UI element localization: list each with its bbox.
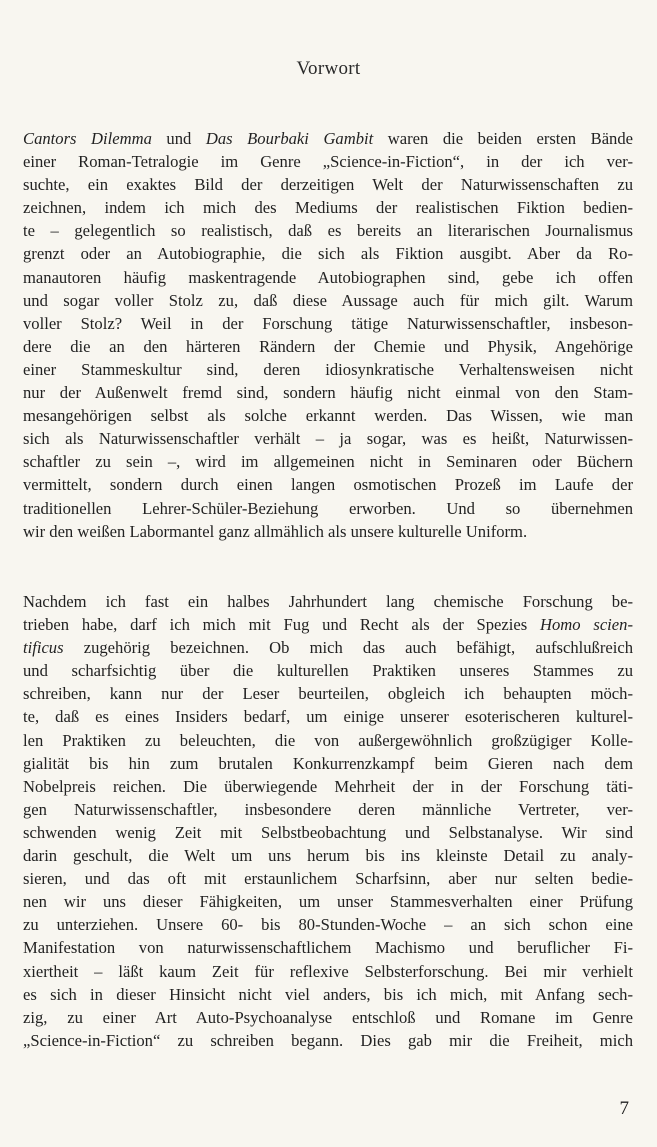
text-run: trieben habe, darf ich mich mit Fug und Recht als der Spezies [23, 615, 541, 635]
text-run: dere die an den härteren Rändern der Chemie und Physik, Angehörige [23, 336, 633, 356]
italic-title: Das Bourbaki Gambit [205, 129, 374, 148]
text-run: Nobelpreis reichen. Die überwiegende Mehrheit der in der Forschung täti- [23, 776, 633, 796]
text-line [23, 775, 633, 798]
text-run: und scharfsichtig über die kulturellen Praktiken unseres Stammes zu [23, 661, 633, 681]
text-line [23, 473, 633, 496]
text-line [23, 289, 633, 312]
text-run: zugehörig bezeichnen. Ob mich das auch befähigt, aufschlußreich [63, 638, 633, 658]
text-line [23, 867, 633, 890]
text-run: schaftler zu sein –, wird im allgemeinen nicht in Seminaren oder Büchern [23, 452, 633, 472]
text-line [23, 520, 633, 543]
text-run: waren die beiden ersten Bände [373, 129, 634, 148]
text-line [23, 1006, 633, 1029]
italic-title: tificus [23, 638, 64, 658]
text-line [23, 682, 633, 705]
text-run: manautoren häufig maskentragende Autobiographen sind, gebe ich offen [23, 267, 633, 287]
text-run: einer Stammeskultur sind, deren idiosynkratische Verhaltensweisen nicht [23, 359, 633, 379]
italic-title: Homo scien- [540, 615, 633, 635]
text-run: len Praktiken zu beleuchten, die von außergewöhnlich großzügiger Kolle- [23, 730, 633, 750]
text-run: „Science-in-Fiction“ zu schreiben begann. Dies gab mir die Freiheit, mich [23, 1030, 633, 1050]
text-run: nur der Außenwelt fremd sind, sondern häufig nicht einmal von den Stam- [23, 383, 633, 403]
text-line [23, 196, 633, 219]
text-run: mesangehörigen selbst als solche erkannt werden. Das Wissen, wie man [23, 406, 633, 426]
text-line [23, 266, 633, 289]
text-line [23, 729, 633, 752]
text-run: xiertheit – läßt kaum Zeit für reflexive Selbsterforschung. Bei mir verhielt [23, 961, 633, 981]
text-line [23, 358, 633, 381]
body-paragraph-2 [23, 590, 633, 1052]
text-line [23, 173, 633, 196]
chapter-heading: Vorwort [296, 58, 361, 79]
text-run: darin geschult, die Welt um uns herum bis ins kleinste Detail zu analy- [23, 846, 633, 866]
text-line [23, 752, 633, 775]
text-line [23, 404, 633, 427]
text-line [23, 798, 633, 821]
text-line [23, 983, 633, 1006]
text-run: es sich in dieser Hinsicht nicht viel anders, bis ich mich, mit Anfang sech- [23, 984, 633, 1004]
text-run: zeichnen, indem ich mich des Mediums der realistischen Fiktion bedien- [23, 198, 633, 218]
text-line [23, 659, 633, 682]
text-line [23, 381, 633, 404]
text-run: schreiben, kann nur der Leser beurteilen, obgleich ich behaupten möch- [23, 684, 633, 704]
text-line [23, 821, 633, 844]
text-run: schwenden wenig Zeit mit Selbstbeobachtung und Selbstanalyse. Wir sind [23, 822, 633, 842]
text-run: voller Stolz? Weil in der Forschung tätige Naturwissenschaftler, insbeson- [23, 313, 633, 333]
text-run: einer Roman-Tetralogie im Genre „Science-in-Fiction“, in der ich ver- [23, 152, 633, 172]
text-line [23, 427, 633, 450]
text-line [23, 242, 633, 265]
text-run: zu unterziehen. Unsere 60- bis 80-Stunden-Woche – an sich schon eine [23, 915, 633, 935]
text-line [23, 450, 633, 473]
text-line [23, 335, 633, 358]
text-line [23, 127, 633, 150]
text-line [23, 312, 633, 335]
text-line [23, 636, 633, 659]
text-run: und [151, 129, 206, 148]
text-line [23, 150, 633, 173]
text-line [23, 590, 633, 613]
text-run: und sogar voller Stolz zu, daß diese Aussage auch für mich gilt. Warum [23, 290, 633, 310]
text-line [23, 219, 633, 242]
text-line [23, 890, 633, 913]
text-line [23, 844, 633, 867]
text-line [23, 613, 633, 636]
text-run: traditionellen Lehrer-Schüler-Beziehung erworben. Und so übernehmen [23, 498, 633, 518]
text-run: Manifestation von naturwissenschaftlichem Machismo und beruflicher Fi- [23, 938, 633, 958]
text-run: te – gelegentlich so realistisch, daß es bereits an literarischen Journalismus [23, 221, 633, 241]
text-line [23, 913, 633, 936]
text-line [23, 1029, 633, 1052]
text-run: sieren, und das oft mit erstaunlichem Scharfsinn, aber nur selten bedie- [23, 869, 633, 889]
body-paragraph-1 [23, 127, 633, 543]
italic-title: Cantors Dilemma [23, 129, 152, 148]
text-line [23, 960, 633, 983]
text-line [23, 705, 633, 728]
text-line [23, 936, 633, 959]
text-run: nen wir uns dieser Fähigkeiten, um unser Stammesverhalten einer Prüfung [23, 892, 633, 912]
text-run: grenzt oder an Autobiographie, die sich als Fiktion ausgibt. Aber da Ro- [23, 244, 633, 264]
text-run: te, daß es eines Insiders bedarf, um einige unserer esoterischeren kulturel- [23, 707, 633, 727]
text-run: Nachdem ich fast ein halbes Jahrhundert lang chemische Forschung be- [23, 592, 633, 611]
page-number: 7 [619, 1098, 629, 1119]
text-run: suchte, ein exaktes Bild der derzeitigen Welt der Naturwissenschaften zu [23, 175, 633, 195]
text-run: sich als Naturwissenschaftler verhält – ja sogar, was es heißt, Naturwissen- [23, 429, 633, 449]
text-run: gialität bis hin zum brutalen Konkurrenzkampf beim Gieren nach dem [23, 753, 633, 773]
text-run: wir den weißen Labormantel ganz allmählich als unsere kulturelle Uniform. [23, 521, 528, 541]
text-run: zig, zu einer Art Auto-Psychoanalyse entschloß und Romane im Genre [23, 1007, 633, 1027]
text-run: gen Naturwissenschaftler, insbesondere deren männliche Vertreter, ver- [23, 799, 633, 819]
text-line [23, 497, 633, 520]
text-run: vermittelt, sondern durch einen langen osmotischen Prozeß im Laufe der [23, 475, 633, 495]
